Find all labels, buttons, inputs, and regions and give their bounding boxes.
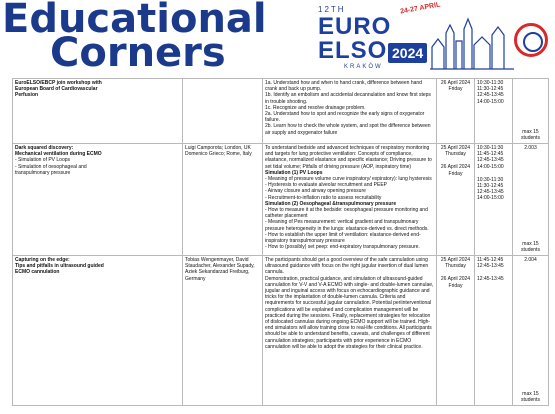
session-capacity [513, 79, 549, 144]
time-slot: 12:45-13:45 [477, 276, 504, 283]
session-topic [13, 256, 183, 406]
euro-label: EURO [318, 13, 392, 40]
session-speakers: Tobias Wengenmayer, David Staudacher, Alexander Supady, Aziek Sekandarzad Freiburg, Germany [183, 256, 263, 406]
topic-line: Mechanical ventilation during ECMO [15, 151, 102, 158]
max-students: max 15 students [521, 240, 540, 253]
content-heading: Simulation (2) Oesophageal &transpulmonary pressure [265, 200, 397, 207]
spacer [439, 157, 472, 164]
time-slot: 10:30-11:30 [477, 176, 504, 183]
session-dates [437, 79, 475, 144]
topic-line: Capturing on the edge: [15, 257, 70, 263]
room-number: 2.004 [524, 257, 537, 263]
title-line-1: Educational [2, 0, 267, 42]
time-slot: 11:45-12:45 [477, 151, 504, 158]
topic-line: European Board of Cardiovascular [15, 86, 98, 93]
time-slot: 12:45-13:45 [477, 92, 504, 99]
time-slot: 12:45-13:45 [477, 263, 504, 270]
spacer [439, 269, 472, 276]
time-slot: 10:30-11:30 [477, 145, 504, 151]
time-slot: 12:45-13:45 [477, 157, 504, 164]
content-line: 2a. Understand how to spot and recognize the early signs of oxygenator failure. [265, 111, 425, 124]
session-weekday: Friday [448, 86, 463, 93]
session-date: 26 April 2024 [440, 164, 471, 171]
session-weekday: Thursday [445, 263, 466, 270]
topic-line: Perfusion [15, 92, 39, 99]
page-title [2, 0, 302, 76]
max-students: max 15 students [521, 390, 540, 403]
session-date: 25 April 2024 [440, 145, 471, 151]
content-line: 1b. Identify an embolism and accidental decannulation and know first steps in trouble shooting. [265, 92, 431, 105]
title-line-2: Corners [50, 30, 226, 76]
title-block [2, 0, 302, 76]
krakow-skyline-icon [428, 11, 518, 73]
time-slot: 11:45-12:45 [477, 257, 504, 263]
content-line: 2b. Learn how to check the whole system, and spot the difference between air supply and oxygenator failure [265, 123, 431, 136]
city-label: KRAKÓW [344, 64, 383, 70]
topic-line: ECMO cannulation [15, 269, 60, 276]
table-row [13, 79, 549, 144]
elso-label: ELSO [318, 37, 388, 64]
session-weekday: Friday [448, 170, 463, 177]
session-date: 25 April 2024 [440, 257, 471, 263]
content-line: - How to establish the upper limit of ventilation: elastance-derived end-inspiratory transpulmonary pressure [265, 231, 421, 245]
topic-line: Dark squared discovery: [15, 145, 74, 151]
session-content [263, 79, 437, 144]
session-content [263, 144, 437, 256]
session-topic [13, 79, 183, 144]
time-slot: 14:00-15:00 [477, 98, 504, 105]
session-weekday: Friday [448, 282, 463, 289]
content-line: - Meaning of pressure volume curve inspiratory/ expiratory): lung hysteresis [265, 176, 432, 183]
time-slot: 12:45-13:45 [477, 189, 504, 196]
topic-bullet: - Simulation of oesophageal and [15, 163, 87, 170]
spacer [477, 269, 510, 276]
page-header [0, 0, 555, 78]
year-label: 2024 [388, 43, 427, 63]
euroelso-logo [318, 3, 550, 73]
euroelso-badge [318, 0, 555, 78]
time-slot: 14:00-15:00 [477, 163, 504, 170]
content-line: 1a. Understand how and when to hand crank, difference between hand crank and back up pump. [265, 80, 422, 93]
session-times [475, 256, 513, 406]
session-dates [437, 144, 475, 256]
content-line: 1c. Recognize and resolve drainage problem. [265, 104, 366, 111]
session-content [263, 256, 437, 406]
session-dates [437, 256, 475, 406]
session-topic [13, 144, 183, 256]
table-row [13, 144, 549, 256]
session-date: 26 April 2024 [440, 80, 471, 86]
time-slot: 11:30-12:45 [477, 183, 504, 190]
spacer [477, 170, 510, 177]
topic-bullet: - Simulation of PV Loops [15, 157, 71, 164]
content-line: - How to (possibly) set peep: end-expiratory transpulmonary pressure. [265, 244, 420, 251]
session-capacity [513, 144, 549, 256]
session-times [475, 79, 513, 144]
topic-bullet: transpulmonary pressure [15, 169, 71, 176]
event-dates: 24-27 APRIL [399, 1, 441, 16]
time-slot: 11:30-12:45 [477, 86, 504, 93]
content-line: Demonstration, practical guidance, and simulation of ultrasound-guided cannulation for V-V and V-A ECMO with single- and double-lumen cannulae, jugular and inguinal access with focus on echocardiographic guidance and tricks for the implantation of double-lumen cannula. Criteria and requirements for successful jugular cannulation. Potential periinterventional complications will be explained and complication management will be practiced during the sessions. Finally, replacement strategies for relocation of dislocated cannulas during ongoing ECMO support will be trained. High-end simulators will allow training close to real-life conditions. All participants should be able to understand benefits, caveats, and challenges of different cannulation strategies; participants with prior experience in ECMO cannulation will be able to adopt the strategies for their clinical practice. [265, 275, 434, 350]
table-row [13, 256, 549, 406]
topic-line: Tips and pitfalls in ultrasound guided [15, 263, 104, 270]
max-students: max 15 students [521, 128, 540, 141]
content-line: To understand bedside and advanced techniques of respiratory monitoring and targets for lung protective ventilation: Concepts of compliance, elastance, normalized elastance and specific elastance; Driving pressure to set tidal volume; Pitfalls of driving pressure (AOP, inspiratory time) [265, 145, 432, 170]
content-line: - How to measure it at the bedside: oesophageal pressure monitoring and catheter placement [265, 207, 428, 220]
time-slot: 14:00-15:00 [477, 195, 504, 202]
edition-label: 12TH [318, 5, 346, 14]
time-slot: 10:30-11:30 [477, 80, 504, 86]
content-line: - Recruitment-to-inflation ratio to assess recruitability [265, 194, 382, 201]
schedule-table [12, 78, 549, 406]
session-capacity [513, 256, 549, 406]
content-heading: Simulation (1) PV Loops [265, 169, 323, 176]
session-times [475, 144, 513, 256]
content-line: - Meaning of Pes measurement: vertical gradient and transpulmonary pressure heterogeneity in the lungs: elastance-derived vs. direct methods. [265, 219, 429, 232]
topic-line: EuroELSO/EBCP join workshop with [15, 80, 102, 86]
session-speakers: Luigi Camporota; London, UK Domenico Grieco; Rome, Italy [183, 144, 263, 256]
room-number: 2.003 [524, 145, 537, 151]
content-line: - Airway closure and airway opening pressure [265, 188, 366, 195]
session-weekday: Thursday [445, 151, 466, 158]
content-line: - Hysteresis to evaluate alveolar recruitment and PEEP [265, 182, 387, 189]
session-speakers [183, 79, 263, 144]
content-line: The participants should get a good overview of the safe cannulation using ultrasound guidance with focus on the right jugular insertion of dual lumen cannula. [265, 257, 429, 276]
session-date: 26 April 2024 [440, 276, 471, 283]
elso-emblem-icon [514, 23, 548, 57]
